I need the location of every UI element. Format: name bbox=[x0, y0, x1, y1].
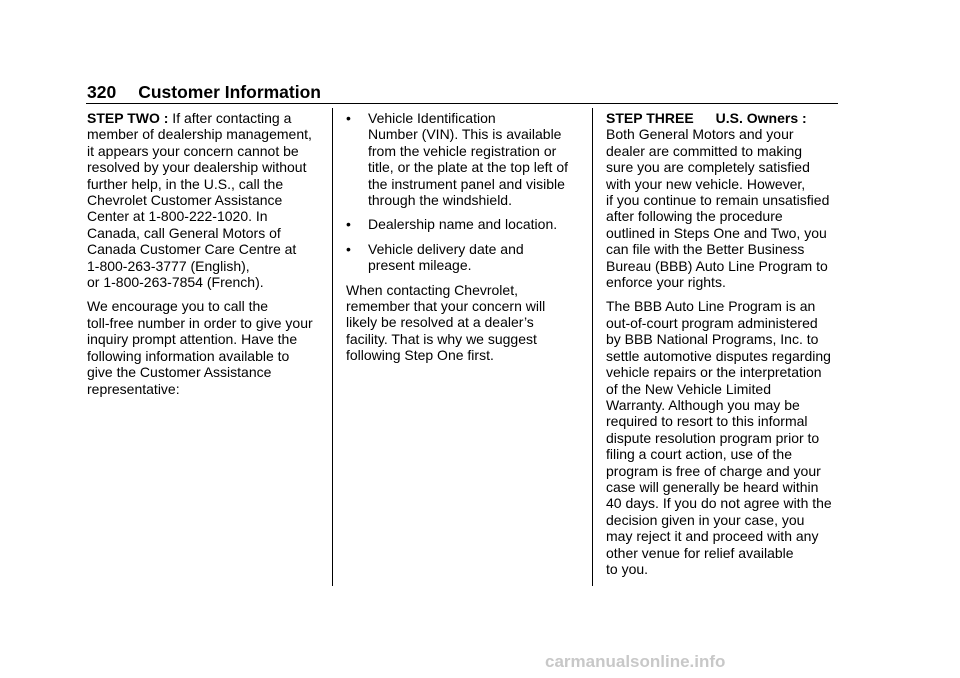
step-two-text: If after contacting a member of dealership management, it appears your concern cannot be resolved by your dealership without further help, in the U.S., call the Chevrolet Customer Assistance Center at 1-800-222-1020. In Canada, call General Motors of Canada Customer Care Centre at 1-800-263-3777 (English), or 1-800-263-7854 (French). bbox=[87, 110, 312, 291]
column-3 bbox=[606, 110, 842, 585]
contacting-paragraph: When contacting Chevrolet, remember that your concern will likely be resolved at a dealer’s facility. That is why we suggest following Step One first. bbox=[346, 281, 546, 364]
column-1 bbox=[87, 110, 323, 405]
page-header bbox=[87, 82, 321, 102]
bullet-item: • Dealership name and location. bbox=[346, 216, 558, 233]
column-divider bbox=[332, 108, 333, 586]
bullet-item: • Vehicle Identification Number (VIN). This is available from the vehicle registration or title, or the plate at the top left of the instrument panel and visible through the windshield. bbox=[346, 110, 569, 209]
step-three-paragraph: STEP THREE U.S. Owners : Both General Motors and your dealer are committed to making sure you are completely satisfied with your new vehicle. However, if you continue to remain unsatisfied after following the procedure outlined in Steps One and Two, you can file with the Better Business Bureau (BBB) Auto Line Program to enforce your rights. bbox=[606, 110, 830, 291]
column-2 bbox=[346, 110, 582, 372]
header-rule bbox=[86, 103, 838, 104]
bbb-paragraph: The BBB Auto Line Program is an out-of-court program administered by BBB National Programs, Inc. to settle automotive disputes regarding vehicle repairs or the interpretation of the New Vehicle Limited Warranty. Although you may be required to resort to this informal dispute resolution program prior to filing a court action, use of the program is free of charge and your case will generally be heard within 40 days. If you do not agree with the decision given in your case, you may reject it and proceed with any other venue for relief available to you. bbox=[606, 298, 832, 577]
step-three-label: STEP THREE bbox=[606, 110, 694, 126]
step-two-paragraph bbox=[87, 110, 323, 290]
bullet-icon: • bbox=[346, 240, 351, 257]
bullet-icon: • bbox=[346, 110, 351, 126]
step-two-label: STEP TWO : bbox=[87, 110, 169, 126]
encourage-paragraph: We encourage you to call the toll-free number in order to give your inquiry prompt attention. Have the following information available to give the Customer Assistance representative: bbox=[87, 298, 313, 397]
watermark: carmanualsonline.info bbox=[545, 652, 726, 671]
column-divider bbox=[592, 108, 593, 586]
step-three-sublabel: U.S. Owners : bbox=[715, 110, 807, 126]
bullet-icon: • bbox=[346, 216, 351, 233]
page-number: 320 bbox=[87, 82, 117, 102]
section-title: Customer Information bbox=[138, 82, 321, 102]
bullet-item: • Vehicle delivery date and present mileage. bbox=[346, 240, 524, 274]
